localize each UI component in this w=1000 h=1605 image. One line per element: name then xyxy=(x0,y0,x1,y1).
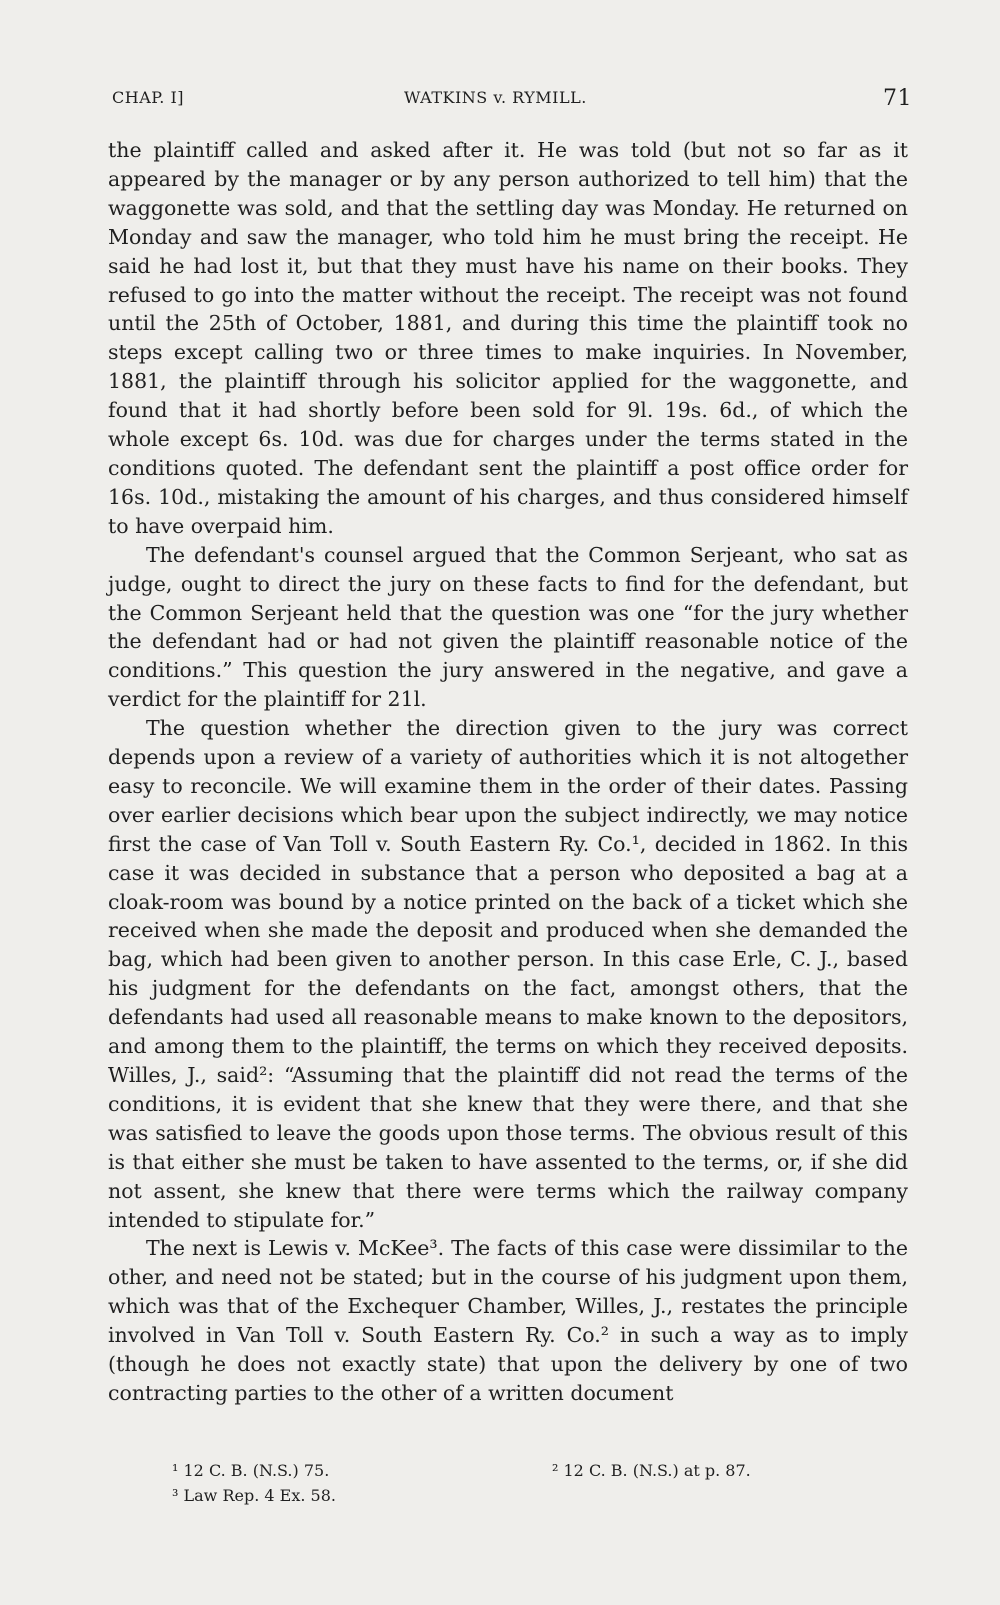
page-number: 71 xyxy=(883,86,912,111)
footnotes xyxy=(172,1458,892,1508)
paragraph: The question whether the direction given to the jury was correct depends upon a review of a variety of authorities which it is not altogether easy to reconcile. We will examine them in the order of their dates. Passing over earlier decisions which bear upon the subject indirectly, we may notice first the case of Van Toll v. South Eastern Ry. Co.¹, decided in 1862. In this case it was decided in substance that a person who deposited a bag at a cloak-room was bound by a notice printed on the back of a ticket which she received when she made the deposit and produced when she demanded the bag, which had been given to another person. In this case Erle, C. J., based his judgment for the defendants on the fact, amongst others, that the defendants had used all reasonable means to make known to the depositors, and among them to the plaintiff, the terms on which they received deposits. Willes, J., said²: “Assuming that the plaintiff did not read the terms of the conditions, it is evident that she knew that they were there, and that she was satisfied to leave the goods upon those terms. The obvious result of this is that either she must be taken to have assented to the terms, or, if she did not assent, she knew that there were terms which the railway company intended to stipulate for.” xyxy=(108,716,908,1232)
paragraph: the plaintiff called and asked after it. He was told (but not so far as it appeared by the manager or by any person authorized to tell him) that the waggonette was sold, and that the settling day was Monday. He returned on Monday and saw the manager, who told him he must bring the receipt. He said he had lost it, but that they must have his name on their books. They refused to go into the matter without the receipt. The receipt was not found until the 25th of October, 1881, and during this time the plaintiff took no steps except calling two or three times to make inquiries. In November, 1881, the plaintiff through his solicitor applied for the waggonette, and found that it had shortly before been sold for 9l. 19s. 6d., of which the whole except 6s. 10d. was due for charges under the terms stated in the conditions quoted. The defendant sent the plaintiff a post office order for 16s. 10d., mistaking the amount of his charges, and thus considered himself to have overpaid him. xyxy=(108,138,908,538)
paragraph: The defendant's counsel argued that the Common Serjeant, who sat as judge, ought to direct the jury on these facts to find for the defendant, but the Common Serjeant held that the question was one “for the jury whether the defendant had or had not given the plaintiff reasonable notice of the conditions.” This question the jury answered in the negative, and gave a verdict for the plaintiff for 21l. xyxy=(108,542,908,712)
footnote: ¹ 12 C. B. (N.S.) 75. xyxy=(172,1461,330,1480)
running-header xyxy=(112,88,912,118)
footnote: ² 12 C. B. (N.S.) at p. 87. xyxy=(552,1461,751,1480)
body-text xyxy=(108,136,908,1408)
footnote: ³ Law Rep. 4 Ex. 58. xyxy=(172,1486,336,1505)
running-title: WATKINS v. RYMILL. xyxy=(404,88,587,107)
paragraph: The next is Lewis v. McKee³. The facts of this case were dissimilar to the other, and need not be stated; but in the course of his judgment upon them, which was that of the Exchequer Chamber, Willes, J., restates the principle involved in Van Toll v. South Eastern Ry. Co.² in such a way as to imply (though he does not exactly state) that upon the delivery by one of two contracting parties to the other of a written document xyxy=(108,1236,908,1405)
chapter-label: CHAP. I] xyxy=(112,88,185,107)
